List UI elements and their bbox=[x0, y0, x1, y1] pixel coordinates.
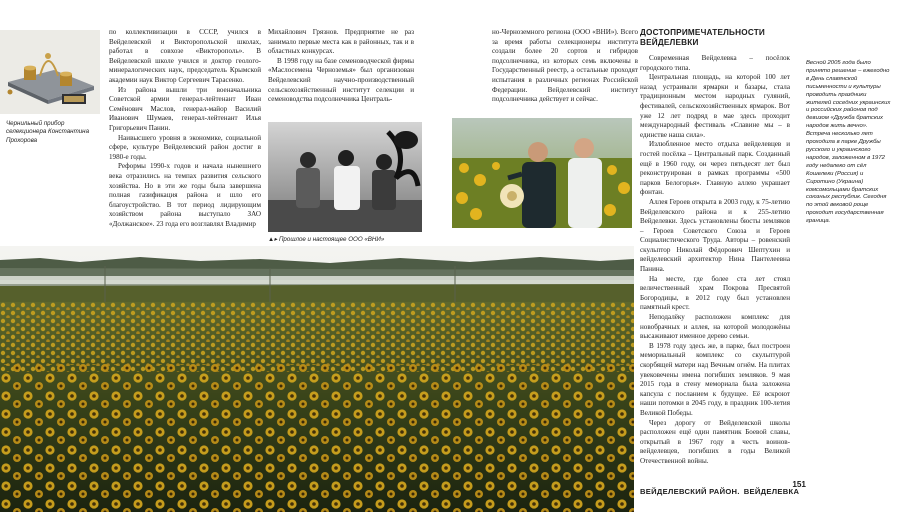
photo-caption: ▲▸ Прошлое и настоящее ООО «ВНИ» bbox=[268, 236, 385, 243]
inkstand-caption: Чернильный прибор селекционера Константина Прохорова bbox=[6, 120, 90, 144]
section-heading bbox=[640, 28, 810, 47]
paragraph: по коллективизации в СССР, учился в Вейделевской и Викторопольской школах, работал в совхозе «Викторополь». В Вейделевской школе учился и доктор геолого-минералогических наук, председатель Крымской академии наук Виктор Сергеевич Тарасенко. bbox=[109, 28, 261, 84]
paragraph: но-Черноземного региона (ООО «ВНИ»). Всего за время работы селекционеры института создали более 20 сортов и гибридов подсолнечника, из которых семь включены в Государственный реестр, а остальные проходят испытания в различных регионах Российской Федерации. Вейделевский институт подсолнечника действует и сейчас. bbox=[492, 28, 638, 104]
paragraph: Излюбленное место отдыха вейделевцев и гостей посёлка – Центральный парк. Созданный ещё в 1960 году, он через пятьдесят лет был реконструирован в рамках программы «500 парков Белогорья». Главную аллею украшает фонтан. bbox=[640, 140, 790, 197]
paragraph: Наивысшего уровня в экономике, социальной сфере, культуре Вейделевский район достиг в 1980-е годы. bbox=[109, 133, 261, 161]
sidebar-text: Весной 2005 года было принято решение – ежегодно в День славянской письменности и культуры проводить праздники жителей соседних украинских и российских районов под девизом «Дружба братских народов жить вечно». Встреча несколько лет проходила в парке Дружбы русского и украинского народов, заложенном в 1972 году недалеко от сёл Кошелеки (Россия) и Сиротино (Украина) комсомольцами братских союзных республик. Сегодня по этой вековой роще проходит государственная граница. bbox=[806, 60, 891, 225]
right-text-column-1 bbox=[492, 28, 638, 105]
heading-line: ВЕЙДЕЛЕВКИ bbox=[640, 37, 699, 47]
paragraph: Реформы 1990-х годов и начала нынешнего века отразились на темпах развития сельского хозяйства. Но в эти же годы была завершена полная газификация района и шло его благоустройство. В тот период лидирующим хозяйством района выступало ЗАО «Должанское». 23 года его возглавлял Владимир bbox=[109, 162, 261, 228]
arrow-icon: ▲▸ bbox=[268, 236, 279, 243]
paragraph: Центральная площадь, на которой 100 лет назад устраивали ярмарки и базары, стала традиционным местом народных гуляний, фестивалей, сельскохозяйственных ярмарок. Вот уже 12 лет подряд в мае здесь проходит международный фестиваль «Славине мы – в единстве наша сила». bbox=[640, 73, 790, 139]
bw-photo-institute bbox=[268, 122, 422, 232]
heading-line: ДОСТОПРИМЕЧАТЕЛЬНОСТИ bbox=[640, 28, 766, 37]
sunflower-field-photo bbox=[0, 246, 634, 512]
sidebar-note bbox=[806, 60, 892, 226]
page-number: 151 bbox=[792, 480, 806, 489]
paragraph: В 1998 году на базе семеноводческой фирмы «Маслосемена Черноземья» был организован Вейделевский научно-производственный сельскохозяйственный институт селекции и семеноводства подсолнечника Централь- bbox=[268, 56, 414, 104]
paragraph: Современная Вейделевка – посёлок городского типа. bbox=[640, 54, 790, 72]
footer-section-title: ВЕЙДЕЛЕВСКИЙ РАЙОН. bbox=[640, 487, 740, 496]
left-text-column-1 bbox=[109, 28, 261, 229]
paragraph: Через дорогу от Вейделевской школы расположен ещё один памятник Боевой славы, открытый в 1967 году в честь воинов-вейделевцев, погибших в годы Великой Отечественной войны. bbox=[640, 418, 790, 465]
footer-location: ВЕЙДЕЛЕВКА bbox=[743, 487, 800, 496]
paragraph: В 1978 году здесь же, в парке, был построен мемориальный комплекс со скульптурой скорбящей матери над Вечным огнём. На плитах увековечены имена погибших земляков. 9 мая 2015 года в стену мемориала была заложена капсула с посланием к будущее. Её вскроют наши потомки в 2045 году, в праздник 100-летия Великой Победы. bbox=[640, 341, 790, 417]
inkstand-photo bbox=[0, 30, 100, 114]
color-photo-breeders bbox=[452, 118, 632, 228]
paragraph: Неподалёку расположен комплекс для новобрачных и аллея, на которой молодожёны высаживают именное дерево семьи. bbox=[640, 313, 790, 341]
right-text-column-2 bbox=[640, 54, 790, 467]
paragraph: Михайлович Грязнов. Предприятие не раз занимало первые места как в районных, так и в областных конкурсах. bbox=[268, 28, 414, 56]
left-text-column-2 bbox=[268, 28, 414, 105]
paragraph: На месте, где более ста лет стоял величественный храм Покрова Пресвятой Богородицы, в 2012 году был установлен памятный крест. bbox=[640, 274, 790, 312]
paragraph: Аллея Героев открыта в 2003 году, к 75-летию Вейделевского района и к 255-летию Вейделевки. Здесь установлены бюсты земляков – Героев Советского Союза и Героев Социалистического Труда. Авторы – ровенский скульптор Николай Фёдорович Шептухин и вейделевский архитектор Нина Пантелеевна Панина. bbox=[640, 197, 790, 274]
paragraph: Из района вышли три военачальника Советской армии генерал-лейтенант Иван Семёнович Маслов, генерал-майор Василий Иванович Шумаев, генерал-лейтенант Илья Григорьевич Панин. bbox=[109, 85, 261, 132]
